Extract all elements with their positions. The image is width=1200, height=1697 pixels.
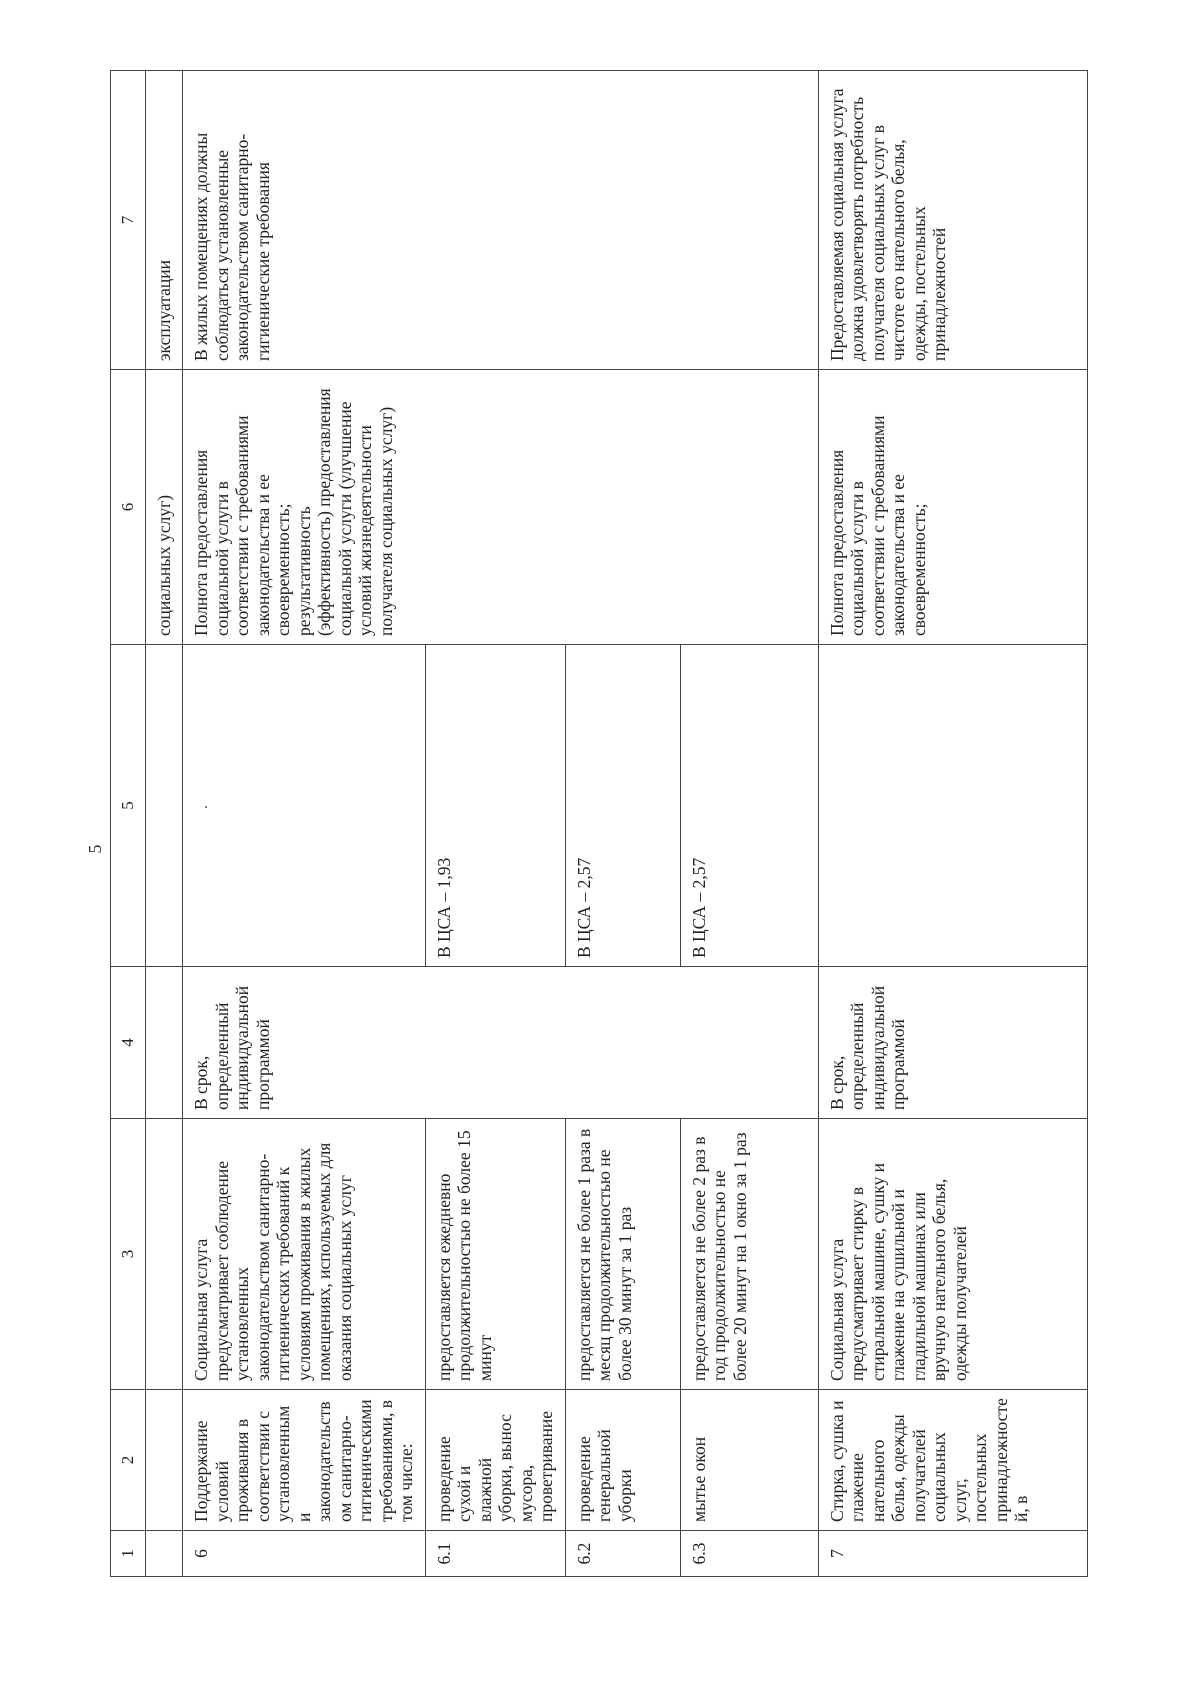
service-description: Социальная услуга предусматривает стирку в стиральной машине, сушку и глажение на сушильной и гладильной машинах или вручную нательного белья, одежды получателей (818, 1119, 1088, 1390)
table-row-7 (818, 71, 1088, 1577)
row-number: 6.2 (565, 1531, 680, 1577)
row-number: 6 (183, 1531, 426, 1577)
carry-cell-indicators: социальных услуг) (146, 370, 183, 645)
service-name: Поддержание условий проживания в соответствии с установленными законодательством санитарно-гигиеническими требованиями, в том числе: (183, 1390, 426, 1531)
column-header-4: 4 (111, 967, 146, 1119)
service-name: проведение генеральной уборки (565, 1390, 680, 1531)
service-term: В срок, определенный индивидуальной программой (818, 967, 1088, 1119)
service-name: проведение сухой и влажной уборки, вынос мусора, проветривание (425, 1390, 565, 1531)
service-description: предоставляется не более 1 раза в месяц продолжительностью не более 30 минут за 1 раз (565, 1119, 680, 1390)
carry-cell-3 (146, 1119, 183, 1390)
carry-cell-4 (146, 967, 183, 1119)
row-number: 6.3 (680, 1531, 818, 1577)
service-tariff: В ЦСА – 1,93 (425, 645, 565, 967)
service-tariff (183, 645, 426, 967)
service-tariff: В ЦСА – 2,57 (680, 645, 818, 967)
service-conditions: Предоставляемая социальная услуга должна удовлетворять потребность получателя социальных услуг в чистоте его нательного белья, одежды, постельных принадлежностей (818, 71, 1088, 370)
service-description: предоставляется не более 2 раз в год продолжительностью не более 20 минут на 1 окно за 1 раз (680, 1119, 818, 1390)
carry-over-row (146, 71, 183, 1577)
column-header-5: 5 (111, 645, 146, 967)
social-services-table (110, 70, 1088, 1577)
column-header-2: 2 (111, 1390, 146, 1531)
column-numbers-row (111, 71, 146, 1577)
service-name: мытье окон (680, 1390, 818, 1531)
carry-cell-conditions: эксплуатации (146, 71, 183, 370)
quality-indicators: Полнота предоставления социальной услуги в соответствии с требованиями законодательства и ее своевременность; (818, 370, 1088, 645)
column-header-1: 1 (111, 1531, 146, 1577)
carry-cell-5 (146, 645, 183, 967)
column-header-6: 6 (111, 370, 146, 645)
service-tariff: В ЦСА – 2,57 (565, 645, 680, 967)
rotated-page-content (110, 71, 1088, 1577)
row-number: 6.1 (425, 1531, 565, 1577)
service-name: Стирка, сушка и глажение нательного белья, одежды получателей социальных услуг, постельных принадлежностей, в (818, 1390, 1088, 1531)
service-conditions: В жилых помещениях должны соблюдаться установленные законодательством санитарно-гигиенические требования (183, 71, 819, 370)
speck-mark (205, 806, 207, 808)
carry-cell-1 (146, 1531, 183, 1577)
quality-indicators: Полнота предоставления социальной услуги в соответствии с требованиями законодательства и ее своевременность; результативность (эффективность) предоставления социальной услуги (улучшение условий жизнедеятельности получателя социальных услуг) (183, 370, 819, 645)
row-number: 7 (818, 1531, 1088, 1577)
service-description: предоставляется ежедневно продолжительностью не более 15 минут (425, 1119, 565, 1390)
service-description: Социальная услуга предусматривает соблюдение установленных законодательством санитарно-гигиенических требований к условиям проживания в жилых помещениях, используемых для оказания социальных услуг (183, 1119, 426, 1390)
column-header-7: 7 (111, 71, 146, 370)
service-tariff (818, 645, 1088, 967)
service-term: В срок, определенный индивидуальной программой (183, 967, 819, 1119)
page-number: 5 (85, 844, 105, 854)
table-row-6 (183, 71, 426, 1577)
column-header-3: 3 (111, 1119, 146, 1390)
carry-cell-2 (146, 1390, 183, 1531)
